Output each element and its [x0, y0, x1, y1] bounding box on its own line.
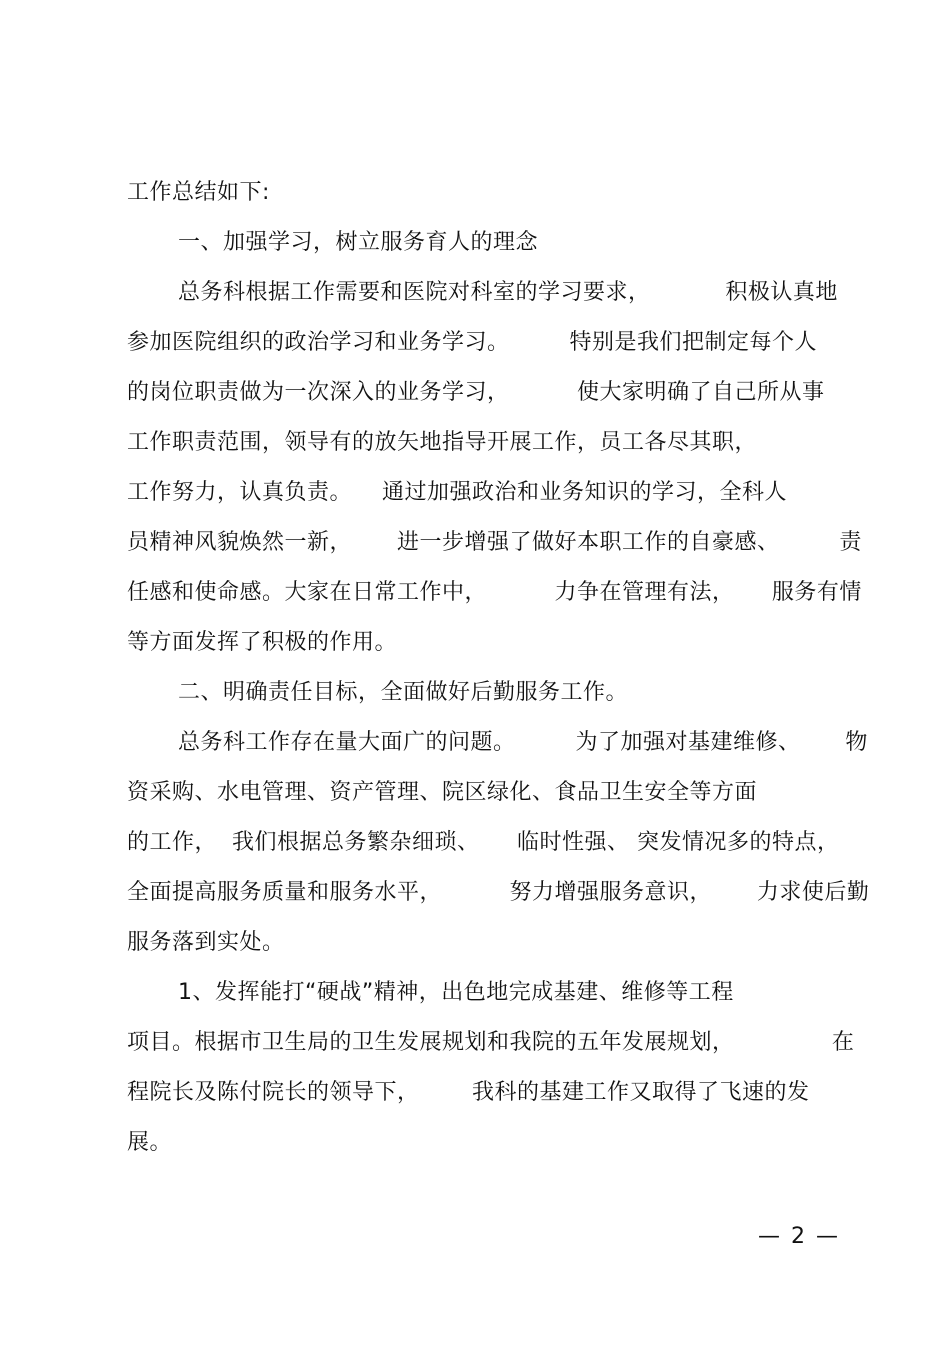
section-heading: 二、明确责任目标，全面做好后勤服务工作。 — [178, 680, 629, 705]
paragraph-line: 全面提高服务质量和服务水平， 努力增强服务意识， 力求使后勤 — [127, 880, 870, 905]
paragraph-line: 资采购、水电管理、资产管理、院区绿化、食品卫生安全等方面 — [127, 780, 758, 805]
paragraph-line: 工作总结如下: — [127, 180, 270, 205]
paragraph-line: 程院长及陈付院长的领导下， 我科的基建工作又取得了飞速的发 — [127, 1080, 810, 1105]
paragraph-line: 任感和使命感。大家在日常工作中， 力争在管理有法， 服务有情 — [127, 580, 862, 605]
paragraph-line: 工作努力，认真负责。 通过加强政治和业务知识的学习，全科人 — [127, 480, 787, 505]
page-number: — 2 — — [758, 1224, 840, 1249]
paragraph-line: 总务科工作存在量大面广的问题。 为了加强对基建维修、 物 — [178, 730, 868, 755]
paragraph-line: 的工作， 我们根据总务繁杂细琐、 临时性强、 突发情况多的特点， — [127, 830, 840, 855]
section-heading: 一、加强学习，树立服务育人的理念 — [178, 230, 539, 255]
paragraph-line: 展。 — [127, 1130, 173, 1155]
subsection-heading: 1、发挥能打“硬战”精神，出色地完成基建、维修等工程 — [178, 980, 734, 1005]
paragraph-line: 等方面发挥了积极的作用。 — [127, 630, 398, 655]
paragraph-line: 服务落到实处。 — [127, 930, 285, 955]
paragraph-line: 项目。根据市卫生局的卫生发展规划和我院的五年发展规划， 在 — [127, 1030, 855, 1055]
paragraph-line: 总务科根据工作需要和医院对科室的学习要求， 积极认真地 — [178, 280, 838, 305]
paragraph-line: 员精神风貌焕然一新， 进一步增强了做好本职工作的自豪感、 责 — [127, 530, 862, 555]
paragraph-line: 参加医院组织的政治学习和业务学习。 特别是我们把制定每个人 — [127, 330, 817, 355]
paragraph-line: 的岗位职责做为一次深入的业务学习， 使大家明确了自己所从事 — [127, 380, 825, 405]
paragraph-line: 工作职责范围，领导有的放矢地指导开展工作，员工各尽其职， — [127, 430, 758, 455]
